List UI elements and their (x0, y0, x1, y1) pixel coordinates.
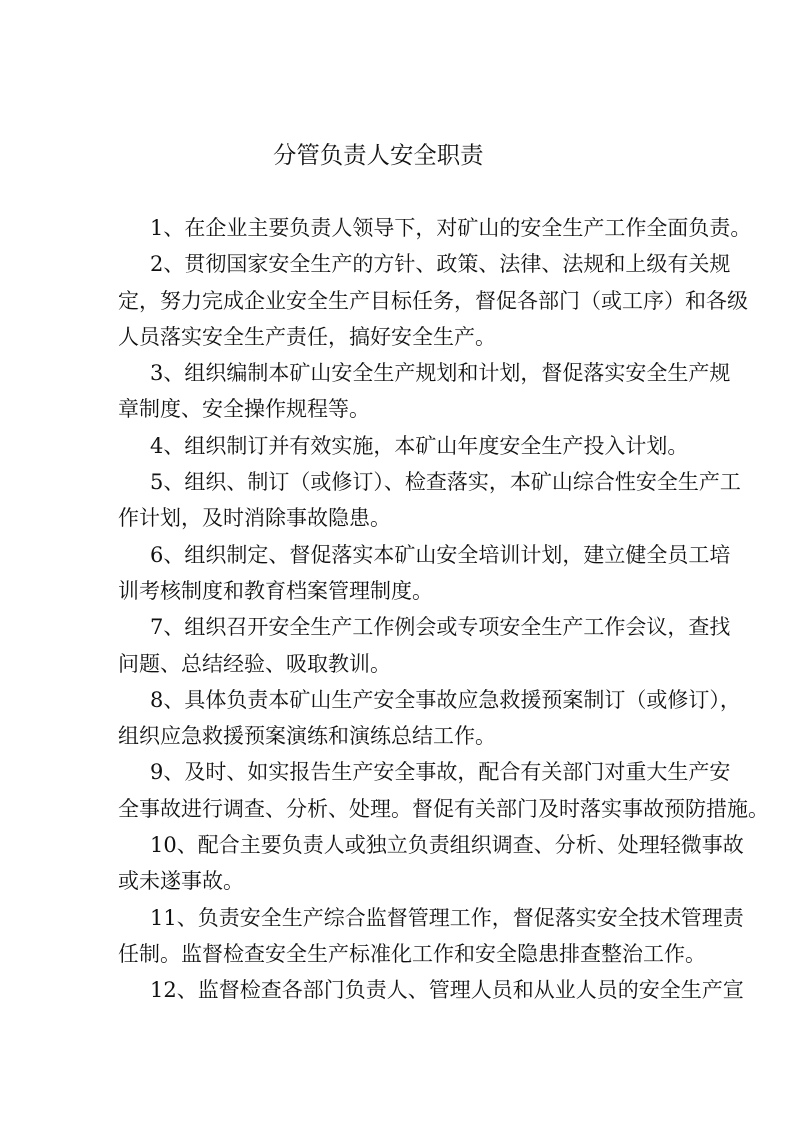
text-line: 5、组织、制订（或修订）、检查落实，本矿山综合性安全生产工 (150, 470, 741, 495)
text-line: 组织应急救援预案演练和演练总结工作。 (118, 724, 496, 749)
text-line: 训考核制度和教育档案管理制度。 (118, 578, 433, 603)
responsibility-item (118, 428, 688, 464)
document-body (118, 210, 769, 1009)
responsibility-item (118, 355, 731, 428)
text-line: 3、组织编制本矿山安全生产规划和计划，督促落实安全生产规 (150, 361, 731, 386)
text-line: 定，努力完成企业安全生产目标任务，督促各部门（或工序）和各级 (118, 288, 748, 313)
text-line: 10、配合主要负责人或独立负责组织调查、分析、处理轻微事故 (150, 833, 744, 858)
text-line: 问题、总结经验、吸取教训。 (118, 651, 391, 676)
responsibility-item (118, 972, 744, 1008)
text-line: 12、监督检查各部门负责人、管理人员和从业人员的安全生产宣 (150, 978, 744, 1003)
document-title: 分管负责人安全职责 (273, 141, 484, 169)
text-line: 1、在企业主要负责人领导下，对矿山的安全生产工作全面负责。 (150, 216, 752, 240)
text-line: 7、组织召开安全生产工作例会或专项安全生产工作会议，查找 (150, 615, 731, 640)
text-line: 8、具体负责本矿山生产安全事故应急救援预案制订（或修订）， (150, 687, 741, 712)
text-line: 全事故进行调查、分析、处理。督促有关部门及时落实事故预防措施。 (118, 796, 769, 821)
text-line: 6、组织制定、督促落实本矿山安全培训计划，建立健全员工培 (150, 542, 731, 567)
text-line: 11、负责安全生产综合监督管理工作，督促落实安全技术管理责 (150, 905, 744, 930)
text-line: 2、贯彻国家安全生产的方针、政策、法律、法规和上级有关规 (150, 252, 731, 277)
text-line: 作计划，及时消除事故隐患。 (118, 506, 391, 531)
text-line: 任制。监督检查安全生产标准化工作和安全隐患排查整治工作。 (118, 941, 706, 966)
responsibility-item (118, 537, 731, 610)
text-line: 章制度、安全操作规程等。 (118, 397, 370, 422)
responsibility-item (118, 464, 741, 537)
responsibility-item (118, 754, 769, 827)
text-line: 或未遂事故。 (118, 869, 244, 894)
responsibility-item (118, 900, 744, 973)
text-line: 人员落实安全生产责任，搞好安全生产。 (118, 324, 496, 349)
responsibility-item (118, 682, 741, 755)
responsibility-item (118, 210, 752, 246)
responsibility-item (118, 246, 748, 355)
text-line: 4、组织制订并有效实施，本矿山年度安全生产投入计划。 (150, 433, 689, 458)
responsibility-item (118, 827, 744, 900)
text-line: 9、及时、如实报告生产安全事故，配合有关部门对重大生产安 (150, 760, 731, 785)
responsibility-item (118, 609, 731, 682)
